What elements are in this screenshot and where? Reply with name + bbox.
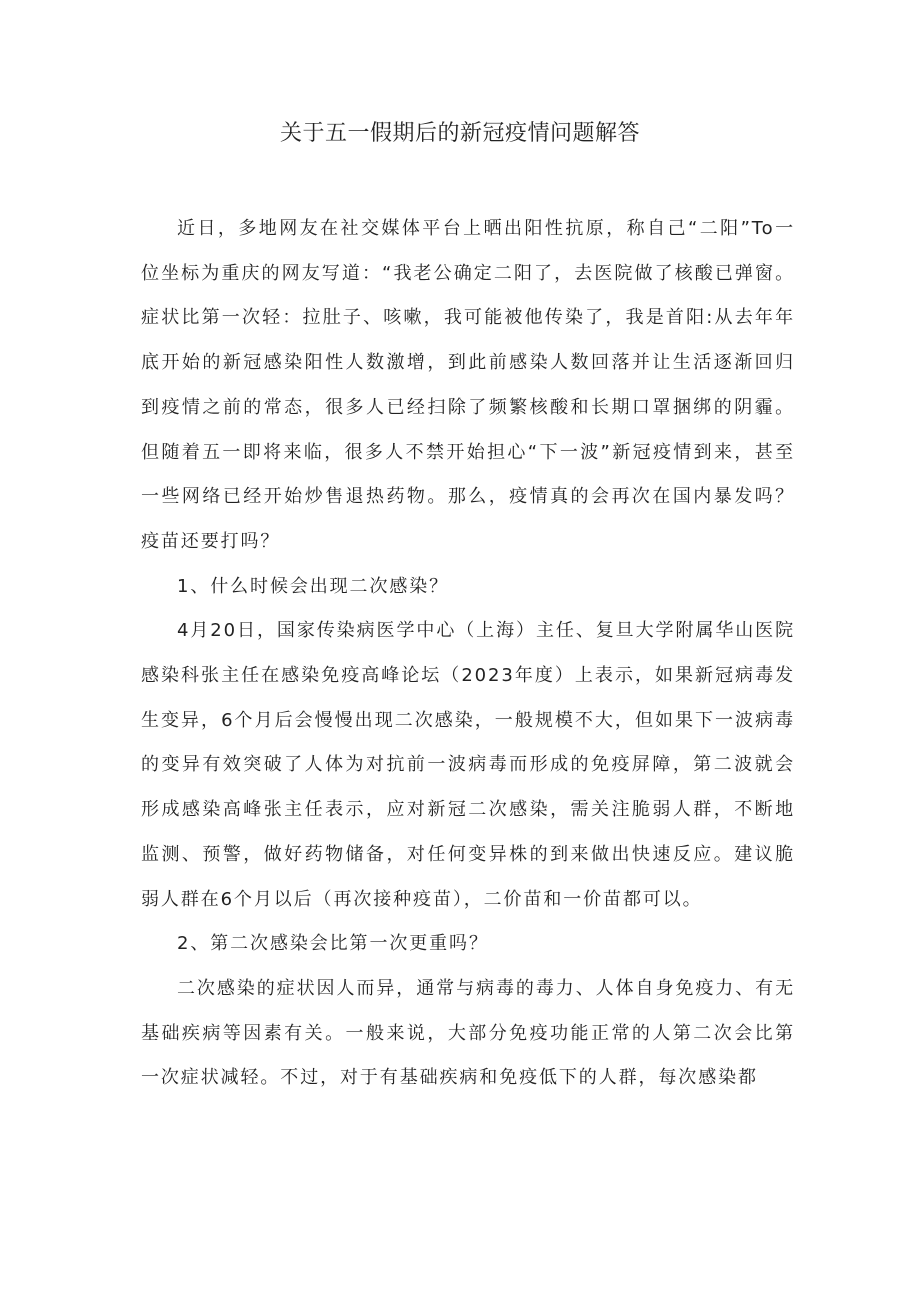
- document-title: 关于五一假期后的新冠疫情问题解答: [279, 121, 640, 146]
- heading-question-2: 2、第二次感染会比第一次更重吗？: [177, 933, 489, 955]
- paragraph-answer-1: 4月20日，国家传染病医学中心（上海）主任、复旦大学附属华山医院感染科张主任在感染免疫高峰论坛（2023年度）上表示，如果新冠病毒发生变异，6个月后会慢慢出现二次感染，一般规模不大，但如果下一波病毒的变异有效突破了人体为对抗前一波病毒而形成的免疫屏障，第二波就会形成感染高峰张主任表示，应对新冠二次感染，需关注脆弱人群，不断地监测、预警，做好药物储备，对任何变异株的到来做出快速反应。建议脆弱人群在6个月以后（再次接种疫苗），二价苗和一价苗都可以。: [141, 620, 795, 910]
- paragraph-answer-2: 二次感染的症状因人而异，通常与病毒的毒力、人体自身免疫力、有无基础疾病等因素有关。一般来说，大部分免疫功能正常的人第二次会比第一次症状减轻。不过，对于有基础疾病和免疫低下的人群，每次感染都: [141, 977, 795, 1089]
- document-body: [141, 207, 795, 1101]
- heading-question-1: 1、什么时候会出现二次感染？: [177, 575, 450, 597]
- paragraph-intro: 近日，多地网友在社交媒体平台上晒出阳性抗原，称自己“二阳”To一位坐标为重庆的网友写道：“我老公确定二阳了，去医院做了核酸已弹窗。症状比第一次轻：拉肚子、咳嗽，我可能被他传染了，我是首阳:从去年年底开始的新冠感染阳性人数激增，到此前感染人数回落并让生活逐渐回归到疫情之前的常态，很多人已经扫除了频繁核酸和长期口罩捆绑的阴霾。但随着五一即将来临，很多人不禁开始担心“下一波”新冠疫情到来，甚至一些网络已经开始炒售退热药物。那么，疫情真的会再次在国内暴发吗？疫苗还要打吗？: [141, 218, 795, 552]
